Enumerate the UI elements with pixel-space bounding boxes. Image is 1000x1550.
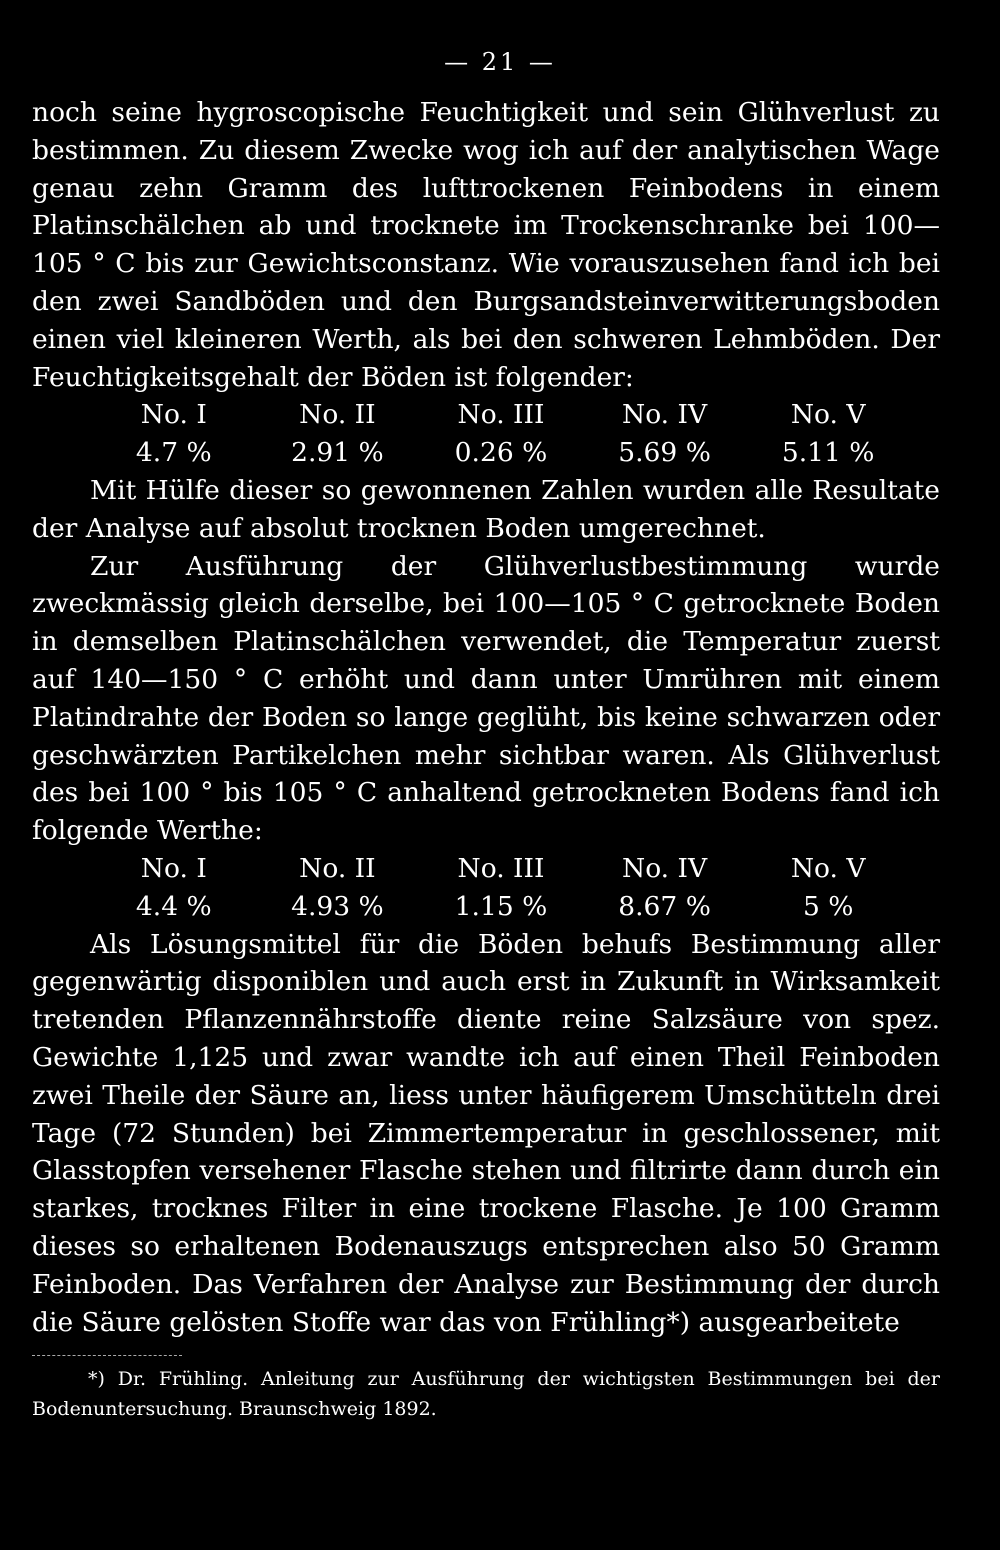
table-cell: 1.15 %	[454, 890, 548, 922]
ignition-values-row	[32, 888, 940, 926]
table-cell: 4.4 %	[135, 890, 212, 922]
table-cell: 4.93 %	[291, 890, 384, 922]
table-cell: No. I	[140, 852, 207, 884]
table-cell: 8.67 %	[618, 890, 711, 922]
body-text	[32, 94, 940, 1341]
table-cell: No. III	[457, 399, 545, 431]
table-cell: No. II	[299, 399, 376, 431]
table-cell: No. II	[299, 852, 376, 884]
ignition-header-row	[32, 850, 940, 888]
paragraph-4: Als Lösungsmittel für die Böden behufs Bestimmung aller gegenwärtig disponiblen und auch erst in Zukunft in Wirksamkeit tretenden Pflanzennährstoffe diente reine Salzsäure von spez. Gewichte 1,125 und zwar wandte ich auf einen Theil Feinboden zwei Theile der Säure an, liess unter häufigerem Umschütteln drei Tage (72 Stunden) bei Zimmertemperatur in geschlossener, mit Glasstopfen versehener Flasche stehen und filtrirte dann durch ein starkes, trocknes Filter in eine trockene Flasche. Je 100 Gramm dieses so erhaltenen Bodenauszugs entsprechen also 50 Gramm Feinboden. Das Verfahren der Analyse zur Bestimmung der durch die Säure gelösten Stoffe war das von Frühling*) ausgearbeitete	[32, 928, 940, 1338]
page-number: — 21 —	[444, 48, 556, 76]
table-cell: No. IV	[622, 852, 708, 884]
table-cell: 0.26 %	[454, 437, 548, 469]
moisture-header-row	[32, 396, 940, 434]
table-cell: 5 %	[802, 890, 854, 922]
table-cell: 4.7 %	[135, 437, 212, 469]
table-cell: No. V	[790, 852, 866, 884]
paragraph-2: Mit Hülfe dieser so gewonnenen Zahlen wurden alle Resultate der Analyse auf absolut trocknen Boden umgerechnet.	[32, 474, 940, 544]
footnote: *) Dr. Frühling. Anleitung zur Ausführung der wichtigsten Bestimmungen bei der Bodenuntersuchung. Braunschweig 1892.	[32, 1368, 940, 1421]
table-cell: 2.91 %	[291, 437, 384, 469]
table-cell: No. V	[790, 399, 866, 431]
paragraph-3: Zur Ausführung der Glühverlustbestimmung wurde zweckmässig gleich derselbe, bei 100—105 ° C getrocknete Boden in demselben Platinschälchen verwendet, die Temperatur zuerst auf 140—150 ° C erhöht und dann unter Umrühren mit einem Platindrahte der Boden so lange geglüht, bis keine schwarzen oder geschwärzten Partikelchen mehr sichtbar waren. Als Glühverlust des bei 100 ° bis 105 ° C anhaltend getrockneten Bodens fand ich folgende Werthe:	[32, 550, 940, 847]
table-cell: No. I	[140, 399, 207, 431]
table-cell: No. IV	[622, 399, 708, 431]
footnote-divider	[32, 1355, 182, 1356]
table-cell: 5.69 %	[618, 437, 711, 469]
moisture-values-row	[32, 434, 940, 472]
table-cell: No. III	[457, 852, 545, 884]
paragraph-1: noch seine hygroscopische Feuchtigkeit und sein Glühverlust zu bestimmen. Zu diesem Zwecke wog ich auf der analytischen Wage genau zehn Gramm des lufttrockenen Feinbodens in einem Platinschälchen ab und trocknete im Trockenschranke bei 100—105 ° C bis zur Gewichtsconstanz. Wie vorauszusehen fand ich bei den zwei Sandböden und den Burgsandsteinverwitterungsboden einen viel kleineren Werth, als bei den schweren Lehmböden. Der Feuchtigkeitsgehalt der Böden ist folgender:	[32, 97, 940, 393]
table-cell: 5.11 %	[781, 437, 875, 469]
